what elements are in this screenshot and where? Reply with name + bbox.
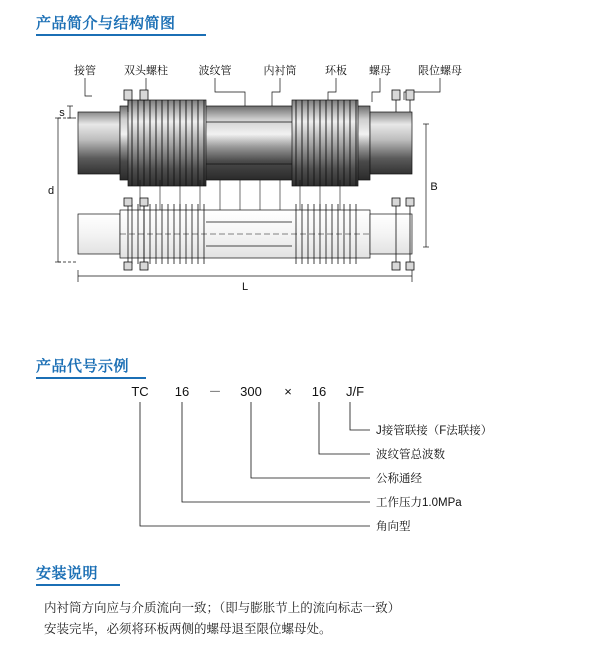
- code-tokens: [131, 384, 364, 399]
- dim-d: [55, 118, 78, 262]
- dim-s: [67, 106, 73, 118]
- left-pipe: [78, 112, 120, 174]
- code-desc-2: 公称通经: [376, 473, 422, 485]
- dim-label-d: d: [47, 185, 55, 197]
- bottom-left-pipe: [78, 214, 120, 254]
- dim-B: [423, 124, 429, 247]
- bellows-left: [128, 100, 206, 186]
- callout-label-1: 双头螺柱: [124, 65, 168, 77]
- page-title-intro: 产品简介与结构简图: [36, 15, 176, 32]
- install-notes: [44, 598, 564, 640]
- product-code-diagram: [40, 380, 560, 545]
- page-title-install: 安装说明: [36, 565, 99, 582]
- callout-labels: [74, 63, 462, 77]
- code-desc-1: 波纹管总波数: [376, 449, 445, 461]
- code-token-3: 300: [240, 384, 262, 399]
- callout-label-5: 螺母: [369, 65, 391, 77]
- callout-label-2: 波纹管: [198, 65, 232, 77]
- code-token-6: J/F: [345, 384, 365, 399]
- dim-label-L: L: [241, 281, 249, 292]
- dim-label-s: s: [59, 107, 65, 119]
- bottom-right-pipe: [370, 214, 412, 254]
- title-underline-intro: [36, 34, 206, 36]
- page-title-code: 产品代号示例: [36, 358, 130, 375]
- code-token-2: －: [208, 384, 222, 399]
- title-underline-code: [36, 377, 146, 379]
- bellows-right: [292, 100, 358, 186]
- structure-diagram: [40, 62, 560, 292]
- code-desc-4: 角向型: [376, 521, 411, 533]
- callout-label-0: 接管: [74, 65, 96, 77]
- install-note-line-1: 安装完毕，必须将环板两侧的螺母退至限位螺母处。: [44, 622, 332, 636]
- code-token-5: 16: [311, 384, 327, 399]
- callout-label-6: 限位螺母: [418, 65, 462, 77]
- right-pipe: [370, 112, 412, 174]
- title-underline-install: [36, 584, 120, 586]
- code-desc-0: J接管联接（F法联接）: [376, 425, 493, 437]
- code-leaders: [140, 402, 370, 526]
- install-note-line-0: 内衬筒方向应与介质流向一致；（即与膨胀节上的流向标志一致）: [44, 601, 401, 615]
- code-desc-3: 工作压力1.0MPa: [376, 497, 462, 509]
- code-descriptions: [376, 423, 492, 533]
- callout-label-3: 内衬筒: [263, 65, 297, 77]
- code-token-4: ×: [284, 384, 292, 399]
- dim-label-B: B: [430, 181, 438, 193]
- code-token-1: 16: [174, 384, 190, 399]
- code-token-0: TC: [131, 384, 149, 399]
- callout-label-4: 环板: [325, 65, 347, 77]
